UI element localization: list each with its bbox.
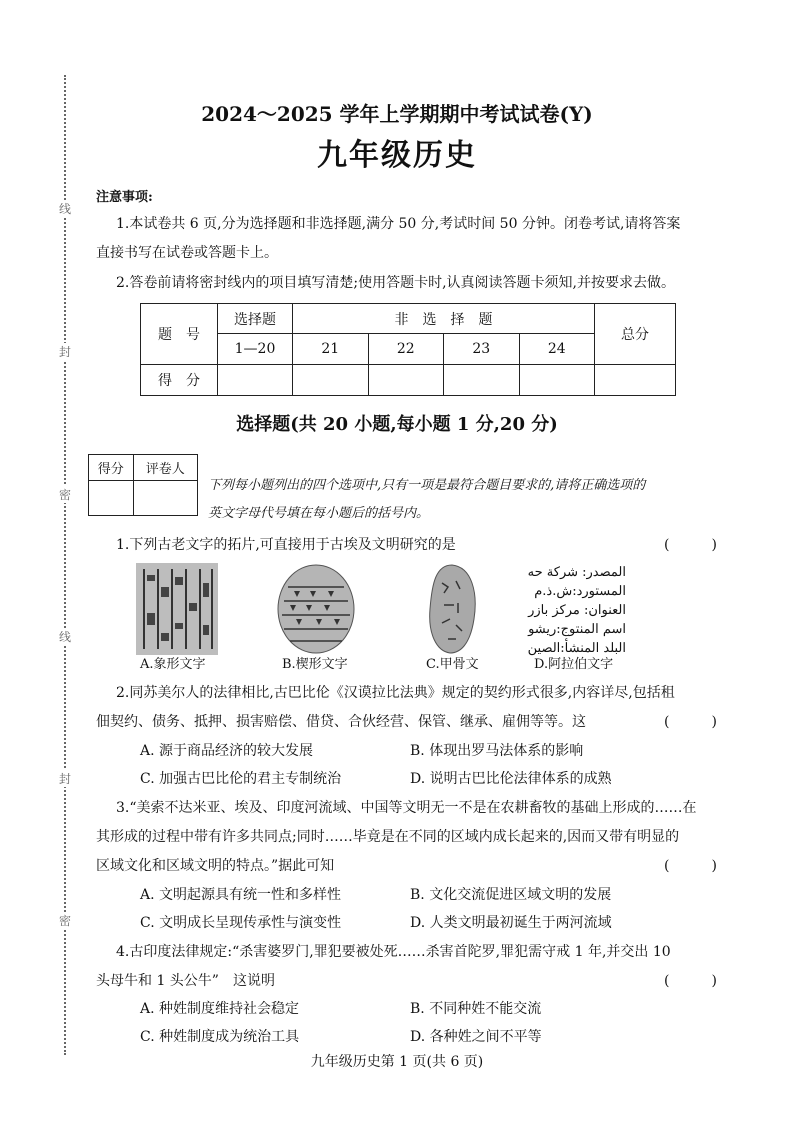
oracle-bone-image — [424, 563, 480, 655]
binding-mark: 密 — [58, 488, 71, 502]
score-cell[interactable] — [293, 365, 369, 396]
score-cell[interactable] — [444, 365, 520, 396]
arabic-line: البلد المنشأ:الصين — [527, 641, 626, 656]
binding-mark: 封 — [58, 345, 71, 359]
binding-mark: 密 — [58, 914, 71, 928]
arabic-line: المستورد:ش.ذ.م — [534, 584, 626, 599]
q2-option-a[interactable]: A. 源于商品经济的较大发展 — [140, 743, 314, 759]
total-header: 总分 — [595, 304, 676, 365]
instruction-line-1: 下列每小题列出的四个选项中,只有一项是最符合题目要求的,请将正确选项的 — [208, 478, 646, 493]
q4-answer-paren[interactable]: ( ) — [664, 973, 717, 989]
q2-option-c[interactable]: C. 加强古巴比伦的君主专制统治 — [140, 771, 342, 787]
q3-option-d[interactable]: D. 人类文明最初诞生于两河流域 — [410, 915, 612, 931]
instruction-line-2: 英文字母代号填在每小题后的括号内。 — [208, 506, 430, 521]
notes-heading: 注意事项: — [96, 190, 153, 205]
question-number: 23 — [444, 334, 520, 365]
arabic-line: العنوان: مركز بازر — [528, 603, 626, 618]
q4-line-2: 头母牛和 1 头公牛” 这说明 — [96, 973, 275, 989]
score-cell[interactable] — [368, 365, 444, 396]
score-table — [140, 303, 676, 396]
q3-option-c[interactable]: C. 文明成长呈现传承性与演变性 — [140, 915, 342, 931]
score-cell[interactable] — [218, 365, 293, 396]
row-label-question: 题 号 — [141, 304, 218, 365]
q3-line-3: 区域文化和区域文明的特点。”据此可知 — [96, 858, 335, 874]
note-item-1-cont: 直接书写在试卷或答题卡上。 — [96, 245, 278, 261]
score-cell[interactable] — [519, 365, 595, 396]
row-label-score: 得 分 — [141, 365, 218, 396]
score-cell[interactable] — [595, 365, 676, 396]
arabic-text-sample — [516, 563, 626, 658]
q2-option-d[interactable]: D. 说明古巴比伦法律体系的成熟 — [410, 771, 612, 787]
q4-option-a[interactable]: A. 种姓制度维持社会稳定 — [140, 1001, 300, 1017]
hieroglyph-rubbing-image — [136, 563, 218, 655]
q1-caption-d: D.阿拉伯文字 — [534, 657, 614, 672]
q1-answer-paren[interactable]: ( ) — [664, 537, 717, 553]
q1-caption-c: C.甲骨文 — [426, 657, 479, 672]
choice-range: 1—20 — [218, 334, 293, 365]
arabic-line: المصدر: شركة حه — [527, 565, 626, 580]
grader-box — [88, 454, 198, 516]
q1-caption-b: B.楔形文字 — [282, 657, 348, 672]
q4-option-b[interactable]: B. 不同种姓不能交流 — [410, 1001, 542, 1017]
q1-stem: 1.下列古老文字的拓片,可直接用于古埃及文明研究的是 — [116, 537, 456, 553]
grader-name-cell[interactable] — [133, 481, 197, 516]
question-number: 24 — [519, 334, 595, 365]
q2-line-2: 佃契约、债务、抵押、损害赔偿、借贷、合伙经营、保管、继承、雇佣等等。这 — [96, 714, 586, 730]
q1-caption-a: A.象形文字 — [140, 657, 206, 672]
q3-option-b[interactable]: B. 文化交流促进区域文明的发展 — [410, 887, 612, 903]
cuneiform-tablet-image — [276, 563, 356, 655]
page-footer: 九年级历史第 1 页(共 6 页) — [310, 1054, 484, 1070]
q2-option-b[interactable]: B. 体现出罗马法体系的影响 — [410, 743, 584, 759]
note-item-1: 1.本试卷共 6 页,分为选择题和非选择题,满分 50 分,考试时间 50 分钟。闭卷考试,请将答案 — [116, 216, 681, 232]
binding-mark: 封 — [58, 772, 71, 786]
binding-dotted-line — [64, 75, 66, 1055]
question-number: 22 — [368, 334, 444, 365]
q2-answer-paren[interactable]: ( ) — [664, 714, 717, 730]
q4-option-d[interactable]: D. 各种姓之间不平等 — [410, 1029, 542, 1045]
nonchoice-header: 非 选 择 题 — [293, 304, 595, 334]
arabic-line: اسم المنتوج:ريشو — [528, 622, 626, 637]
q4-line-1: 4.古印度法律规定:“杀害婆罗门,罪犯要被处死……杀害首陀罗,罪犯需守戒 1 年,并交出 10 — [116, 944, 671, 960]
q3-line-2: 其形成的过程中带有许多共同点;同时……毕竟是在不同的区域内成长起来的,因而又带有明显的 — [96, 829, 680, 845]
choice-header: 选择题 — [218, 304, 293, 334]
q3-option-a[interactable]: A. 文明起源具有统一性和多样性 — [140, 887, 342, 903]
q2-line-1: 2.同苏美尔人的法律相比,古巴比伦《汉谟拉比法典》规定的契约形式很多,内容详尽,包括租 — [116, 685, 675, 701]
grader-name-label: 评卷人 — [133, 455, 197, 481]
grader-score-label: 得分 — [89, 455, 134, 481]
q3-line-1: 3.“美索不达米亚、埃及、印度河流域、中国等文明无一不是在农耕畜牧的基础上形成的……在 — [116, 800, 697, 816]
exam-title: 2024～2025 学年上学期期中考试试卷(Y) — [201, 102, 593, 126]
binding-mark: 线 — [58, 202, 71, 216]
subject-title: 九年级历史 — [317, 138, 477, 173]
grader-score-cell[interactable] — [89, 481, 134, 516]
note-item-2: 2.答卷前请将密封线内的项目填写清楚;使用答题卡时,认真阅读答题卡须知,并按要求去做。 — [116, 275, 675, 291]
section-title: 选择题(共 20 小题,每小题 1 分,20 分) — [236, 414, 558, 435]
q4-option-c[interactable]: C. 种姓制度成为统治工具 — [140, 1029, 300, 1045]
binding-mark: 线 — [58, 630, 71, 644]
q3-answer-paren[interactable]: ( ) — [664, 858, 717, 874]
question-number: 21 — [293, 334, 369, 365]
